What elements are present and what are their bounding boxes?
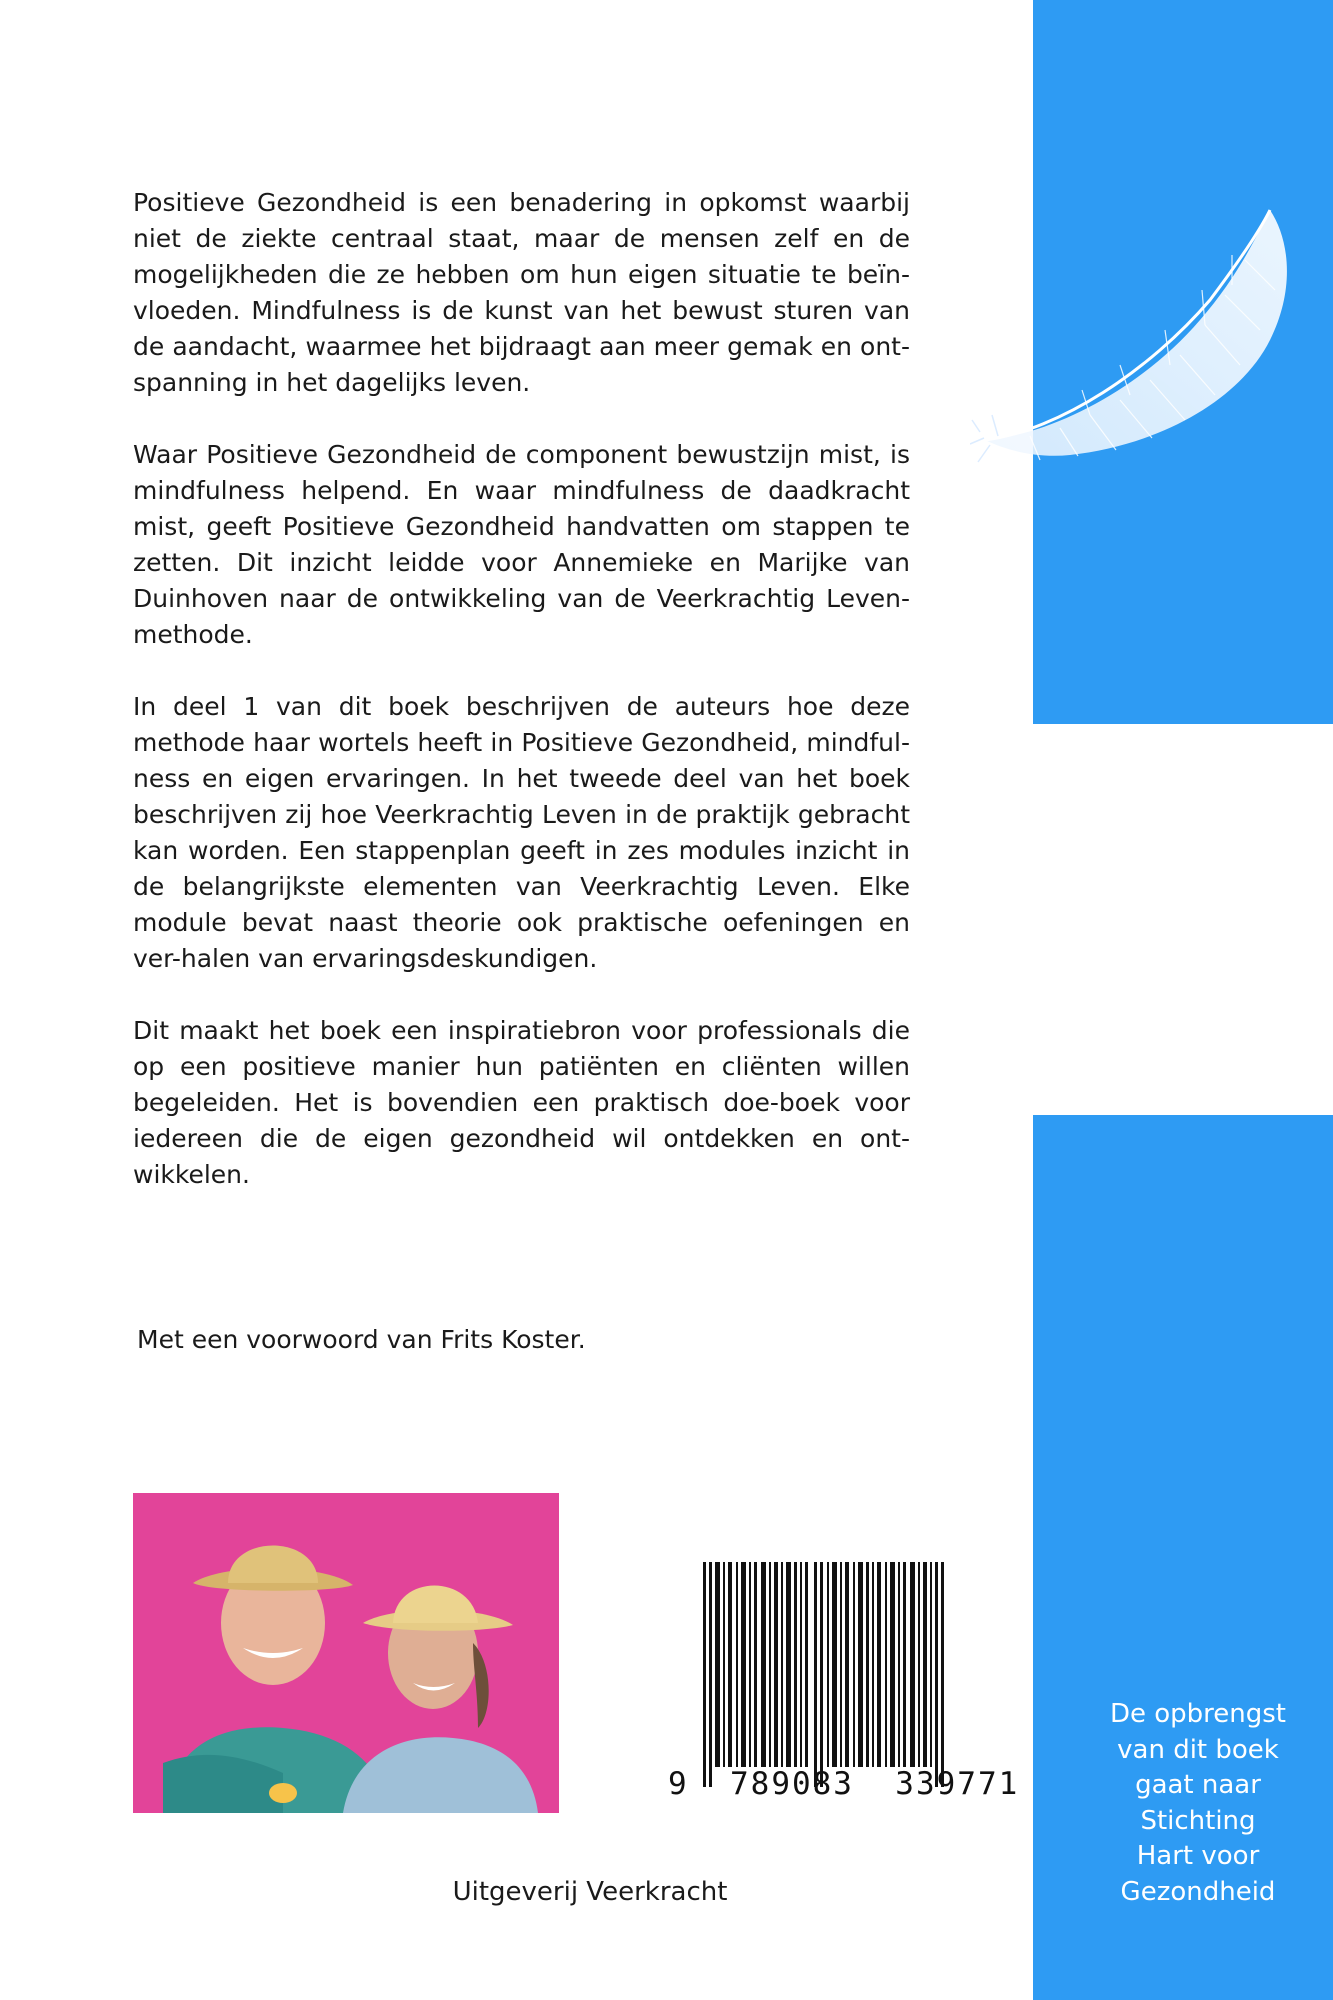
foreword-credit: Met een voorwoord van Frits Koster.: [137, 1325, 586, 1354]
description-paragraph: Dit maakt het boek een inspiratiebron voor professionals die op een positieve manier hun patiënten en cliënten willen begeleiden. Het is bovendien een praktisch doe-boek voor iedereen die de eigen gezondheid wil ontdekken en ont-wikkelen.: [133, 1016, 910, 1189]
description-paragraph: Waar Positieve Gezondheid de component bewustzijn mist, is mindfulness helpend. En waar mindfulness de daadkracht mist, geeft Positieve Gezondheid handvatten om stappen te zetten. Dit inzicht leidde voor Annemieke en Marijke van Duinhoven naar de ontwikkeling van de Veerkrachtig Leven-methode.: [133, 440, 910, 649]
description-paragraph: In deel 1 van dit boek beschrijven de auteurs hoe deze methode haar wortels heeft in Positieve Gezondheid, mindful-ness en eigen ervaringen. In het tweede deel van het boek beschrijven zij hoe Veerkrachtig Leven in de praktijk gebracht kan worden. Een stappenplan geeft in zes modules inzicht in de belangrijkste elementen van Veerkrachtig Leven. Elke module bevat naast theorie ook praktische oefeningen en ver-halen van ervaringsdeskundigen.: [133, 692, 910, 973]
donation-note: [1103, 1697, 1293, 1910]
description-paragraph: Positieve Gezondheid is een benadering in opkomst waarbij niet de ziekte centraal staat, maar de mensen zelf en de mogelijkheden die ze hebben om hun eigen situatie te beïn-vloeden. Mindfulness is de kunst van het bewust sturen van de aandacht, waarmee het bijdraagt aan meer gemak en ont-spanning in het dagelijks leven.: [133, 188, 910, 397]
donation-line: Stichting: [1140, 1805, 1256, 1836]
publisher-name: Uitgeverij Veerkracht: [452, 1877, 728, 1907]
donation-line: gaat naar: [1135, 1770, 1261, 1800]
donation-line: Hart voor: [1136, 1841, 1260, 1871]
authors-photo: [133, 1493, 559, 1813]
donation-line: De opbrengst: [1109, 1699, 1287, 1729]
back-cover-description: [133, 185, 910, 1229]
donation-line: van dit boek: [1117, 1734, 1279, 1765]
feather-icon: [970, 200, 1310, 490]
donation-line: Gezondheid: [1120, 1876, 1276, 1907]
isbn-digits: 9 789083 339771: [668, 1766, 1020, 1802]
